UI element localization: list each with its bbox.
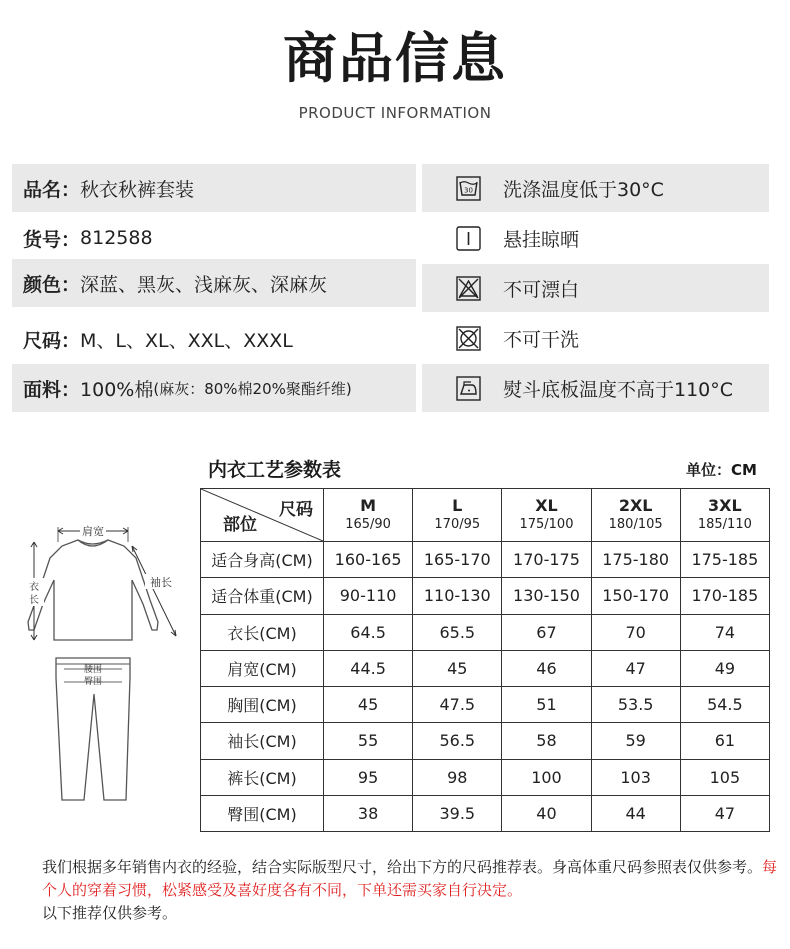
table-cell: 56.5 bbox=[413, 723, 502, 759]
table-header-row bbox=[201, 489, 770, 542]
note-text-end: 以下推荐仅供参考。 bbox=[42, 904, 178, 922]
table-title: 内衣工艺参数表 bbox=[208, 459, 342, 481]
table-cell: 40 bbox=[502, 795, 591, 831]
recommendation-note bbox=[42, 856, 782, 925]
table-cell: 103 bbox=[591, 759, 680, 795]
table-cell: 64.5 bbox=[324, 614, 413, 650]
table-cell: 55 bbox=[324, 723, 413, 759]
size-header-3xl: 3XL 185/110 bbox=[680, 489, 769, 542]
info-row-fabric bbox=[12, 364, 416, 412]
note-text: 我们根据多年销售内衣的经验，结合实际版型尺寸，给出下方的尺码推荐表。身高体重尺码参照表仅供参考。 bbox=[42, 858, 763, 876]
row-label: 肩宽(CM) bbox=[201, 650, 324, 686]
table-cell: 53.5 bbox=[591, 687, 680, 723]
table-cell: 90-110 bbox=[324, 578, 413, 614]
row-label: 适合体重(CM) bbox=[201, 578, 324, 614]
iron-low-icon bbox=[456, 376, 481, 401]
table-row bbox=[201, 795, 770, 831]
info-label: 尺码： bbox=[23, 329, 81, 352]
table-row bbox=[201, 578, 770, 614]
info-value: 秋衣秋裤套装 bbox=[80, 178, 195, 201]
table-cell: 175-180 bbox=[591, 542, 680, 578]
info-label: 面料： bbox=[23, 378, 81, 401]
table-row bbox=[201, 687, 770, 723]
table-cell: 44.5 bbox=[324, 650, 413, 686]
sleeve-label: 袖长 bbox=[150, 576, 172, 589]
garment-figure bbox=[20, 518, 190, 813]
row-label: 胸围(CM) bbox=[201, 687, 324, 723]
table-cell: 54.5 bbox=[680, 687, 769, 723]
table-cell: 47.5 bbox=[413, 687, 502, 723]
care-row-hang bbox=[422, 214, 769, 262]
page-title: 商品信息 bbox=[283, 27, 507, 90]
size-header-m: M 165/90 bbox=[324, 489, 413, 542]
care-text: 洗涤温度低于30°C bbox=[503, 178, 664, 201]
care-text: 熨斗底板温度不高于110°C bbox=[503, 378, 734, 401]
table-cell: 44 bbox=[591, 795, 680, 831]
row-label: 臀围(CM) bbox=[201, 795, 324, 831]
care-row-bleach bbox=[422, 264, 769, 312]
size-table bbox=[200, 488, 770, 832]
table-row bbox=[201, 723, 770, 759]
info-value: M、L、XL、XXL、XXXL bbox=[80, 329, 293, 352]
wash-30-icon bbox=[456, 176, 481, 201]
care-row-iron bbox=[422, 364, 769, 412]
table-cell: 170-185 bbox=[680, 578, 769, 614]
table-cell: 170-175 bbox=[502, 542, 591, 578]
table-cell: 110-130 bbox=[413, 578, 502, 614]
note-warning: 每个人的穿着习惯，松紧感受及喜好度各有不同，下单还需买家自行决定。 bbox=[42, 858, 778, 899]
table-cell: 39.5 bbox=[413, 795, 502, 831]
shirt-outline bbox=[28, 540, 158, 640]
info-label: 颜色： bbox=[23, 273, 81, 296]
row-label: 裤长(CM) bbox=[201, 759, 324, 795]
care-text: 悬挂晾晒 bbox=[503, 228, 580, 251]
info-label: 货号： bbox=[23, 228, 81, 251]
care-text: 不可干洗 bbox=[503, 328, 580, 351]
row-label: 适合身高(CM) bbox=[201, 542, 324, 578]
no-dry-clean-icon bbox=[456, 326, 481, 351]
info-value: 100%棉 bbox=[80, 378, 154, 401]
care-row-wash bbox=[422, 164, 769, 212]
corner-part-label: 部位 bbox=[223, 515, 257, 535]
table-cell: 160-165 bbox=[324, 542, 413, 578]
table-cell: 175-185 bbox=[680, 542, 769, 578]
size-header-l: L 170/95 bbox=[413, 489, 502, 542]
table-cell: 61 bbox=[680, 723, 769, 759]
corner-size-label: 尺码 bbox=[279, 500, 313, 520]
table-cell: 100 bbox=[502, 759, 591, 795]
table-cell: 98 bbox=[413, 759, 502, 795]
length-label-2: 长 bbox=[29, 595, 39, 606]
page-subtitle: PRODUCT INFORMATION bbox=[298, 104, 492, 122]
table-cell: 70 bbox=[591, 614, 680, 650]
info-row-name bbox=[12, 164, 416, 212]
info-row-size bbox=[12, 315, 416, 363]
table-corner-cell bbox=[201, 489, 324, 542]
care-text: 不可漂白 bbox=[503, 278, 580, 301]
table-cell: 46 bbox=[502, 650, 591, 686]
row-label: 衣长(CM) bbox=[201, 614, 324, 650]
table-cell: 51 bbox=[502, 687, 591, 723]
table-cell: 105 bbox=[680, 759, 769, 795]
table-cell: 47 bbox=[680, 795, 769, 831]
table-cell: 130-150 bbox=[502, 578, 591, 614]
info-row-color bbox=[12, 259, 416, 307]
waist-label: 腰围 bbox=[83, 665, 103, 675]
table-row bbox=[201, 542, 770, 578]
table-cell: 47 bbox=[591, 650, 680, 686]
size-header-2xl: 2XL 180/105 bbox=[591, 489, 680, 542]
shoulder-label: 肩宽 bbox=[82, 525, 104, 538]
svg-text:30: 30 bbox=[464, 186, 473, 194]
table-cell: 150-170 bbox=[591, 578, 680, 614]
table-cell: 59 bbox=[591, 723, 680, 759]
table-row bbox=[201, 759, 770, 795]
table-row bbox=[201, 650, 770, 686]
no-bleach-icon bbox=[456, 276, 481, 301]
hip-label: 臀围 bbox=[83, 677, 103, 687]
table-cell: 45 bbox=[324, 687, 413, 723]
table-unit: 单位：CM bbox=[686, 461, 757, 479]
table-cell: 58 bbox=[502, 723, 591, 759]
info-extra: (麻灰：80%棉20%聚酯纤维) bbox=[153, 379, 352, 398]
row-label: 袖长(CM) bbox=[201, 723, 324, 759]
info-label: 品名： bbox=[23, 178, 81, 201]
table-cell: 74 bbox=[680, 614, 769, 650]
size-header-xl: XL 175/100 bbox=[502, 489, 591, 542]
table-cell: 95 bbox=[324, 759, 413, 795]
info-value: 812588 bbox=[80, 227, 153, 249]
table-cell: 45 bbox=[413, 650, 502, 686]
info-value: 深蓝、黑灰、浅麻灰、深麻灰 bbox=[80, 273, 328, 296]
table-cell: 49 bbox=[680, 650, 769, 686]
length-label-1: 衣 bbox=[29, 582, 39, 593]
table-cell: 38 bbox=[324, 795, 413, 831]
hang-dry-icon bbox=[456, 226, 481, 251]
table-cell: 165-170 bbox=[413, 542, 502, 578]
table-cell: 67 bbox=[502, 614, 591, 650]
info-row-sku bbox=[12, 214, 416, 262]
table-row bbox=[201, 614, 770, 650]
table-cell: 65.5 bbox=[413, 614, 502, 650]
care-row-dryclean bbox=[422, 314, 769, 362]
